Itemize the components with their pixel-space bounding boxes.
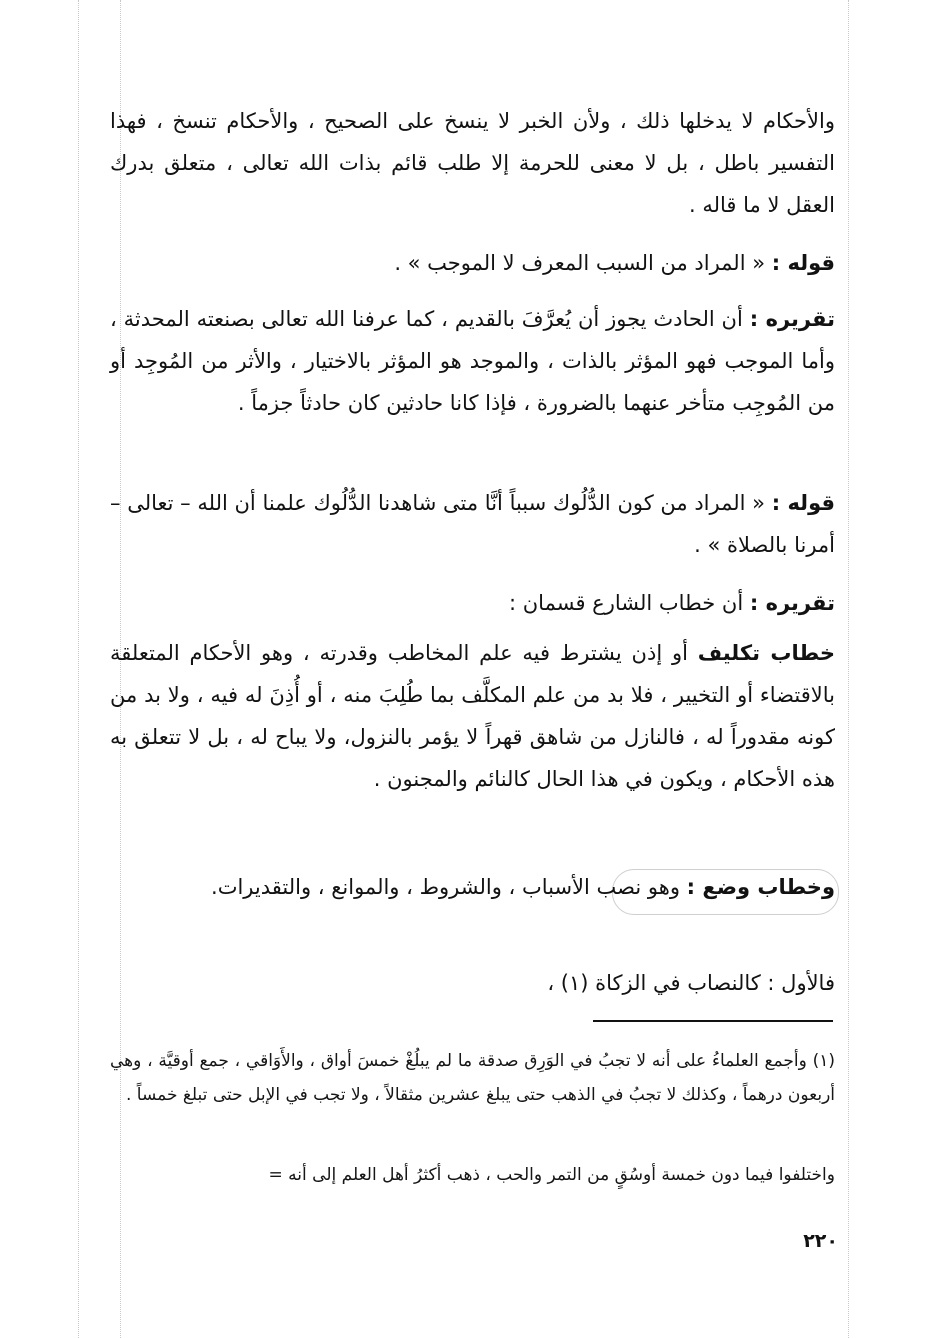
footnote-text: (١) وأجمع العلماءُ على أنه لا تجبُ في الوَرِق صدقة ما لم يبلُغْ خمسَ أواق ، والأَوَاقي ، جمع أوقيَّة ، وهي أربعون درهماً ، وكذلك لا تجبُ في الذهب حتى يبلغ عشرين مثقالاً ، ولا تجب في الإبل حتى تبلغ خمساً . xyxy=(110,1051,835,1105)
paragraph-8 xyxy=(110,962,835,1004)
paragraph-text: والأحكام لا يدخلها ذلك ، ولأن الخبر لا ينسخ على الصحيح ، والأحكام تنسخ ، فهذا التفسير باطل ، بل لا معنى للحرمة إلا طلب قائم بذات الله تعالى ، متعلق بدرك العقل لا ما قاله . xyxy=(110,109,835,217)
paragraph-4 xyxy=(110,482,835,566)
paragraph-lead: قوله : xyxy=(771,251,835,275)
paragraph-text: أن الحادث يجوز أن يُعرَّفَ بالقديم ، كما عرفنا الله تعالى بصنعته المحدثة ، وأما الموجب فهو المؤثر بالذات ، والموجد هو المؤثر بالاختيار ، والأثر من المُوجِد أو من المُوجِب متأخر عنهما بالضرورة ، فإذا كانا حادثين كان حادثاً جزماً . xyxy=(110,307,835,415)
paragraph-3 xyxy=(110,298,835,424)
scan-guide-line xyxy=(848,0,849,1338)
paragraph-text: « المراد من كون الدُّلُوك سبباً أنَّا متى شاهدنا الدُّلُوك علمنا أن الله – تعالى – أمرنا بالصلاة » . xyxy=(110,491,835,557)
paragraph-lead: تقريره : xyxy=(749,591,835,615)
paragraph-1 xyxy=(110,100,835,226)
footnote-2 xyxy=(110,1158,835,1192)
paragraph-5 xyxy=(110,582,835,624)
page-number: ٢٢٠ xyxy=(803,1230,838,1252)
footnote-text: واختلفوا فيما دون خمسة أوسُقٍ من التمر والحب ، ذهب أكثرُ أهل العلم إلى أنه = xyxy=(268,1165,835,1185)
paragraph-2 xyxy=(110,242,835,284)
paragraph-text: فالأول : كالنصاب في الزكاة (١) ، xyxy=(547,971,835,995)
footnote-separator xyxy=(593,1020,833,1022)
paragraph-text: أو إذن يشترط فيه علم المخاطب وقدرته ، وهو الأحكام المتعلقة بالاقتضاء أو التخيير ، فلا بد من علم المكلَّف بما طُلِبَ منه ، أو أُذِنَ له فيه ، ولا بد من كونه مقدوراً له ، فالنازل من شاهق قهراً لا يؤمر بالنزول، ولا يباح له ، بل لا تتعلق به هذه الأحكام ، ويكون في هذا الحال كالنائم والمجنون . xyxy=(110,641,835,791)
paragraph-lead: وخطاب وضع : xyxy=(686,875,835,899)
paragraph-lead: قوله : xyxy=(771,491,835,515)
paragraph-text: أن خطاب الشارع قسمان : xyxy=(509,591,744,615)
footnote-1 xyxy=(110,1044,835,1112)
paragraph-text: وهو نصب الأسباب ، والشروط ، والموانع ، والتقديرات. xyxy=(211,875,680,899)
paragraph-text: « المراد من السبب المعرف لا الموجب » . xyxy=(394,251,766,275)
paragraph-lead: خطاب تكليف xyxy=(697,641,835,665)
scan-guide-line xyxy=(78,0,79,1338)
paragraph-7 xyxy=(110,866,835,908)
paragraph-6 xyxy=(110,632,835,800)
paragraph-lead: تقريره : xyxy=(749,307,835,331)
